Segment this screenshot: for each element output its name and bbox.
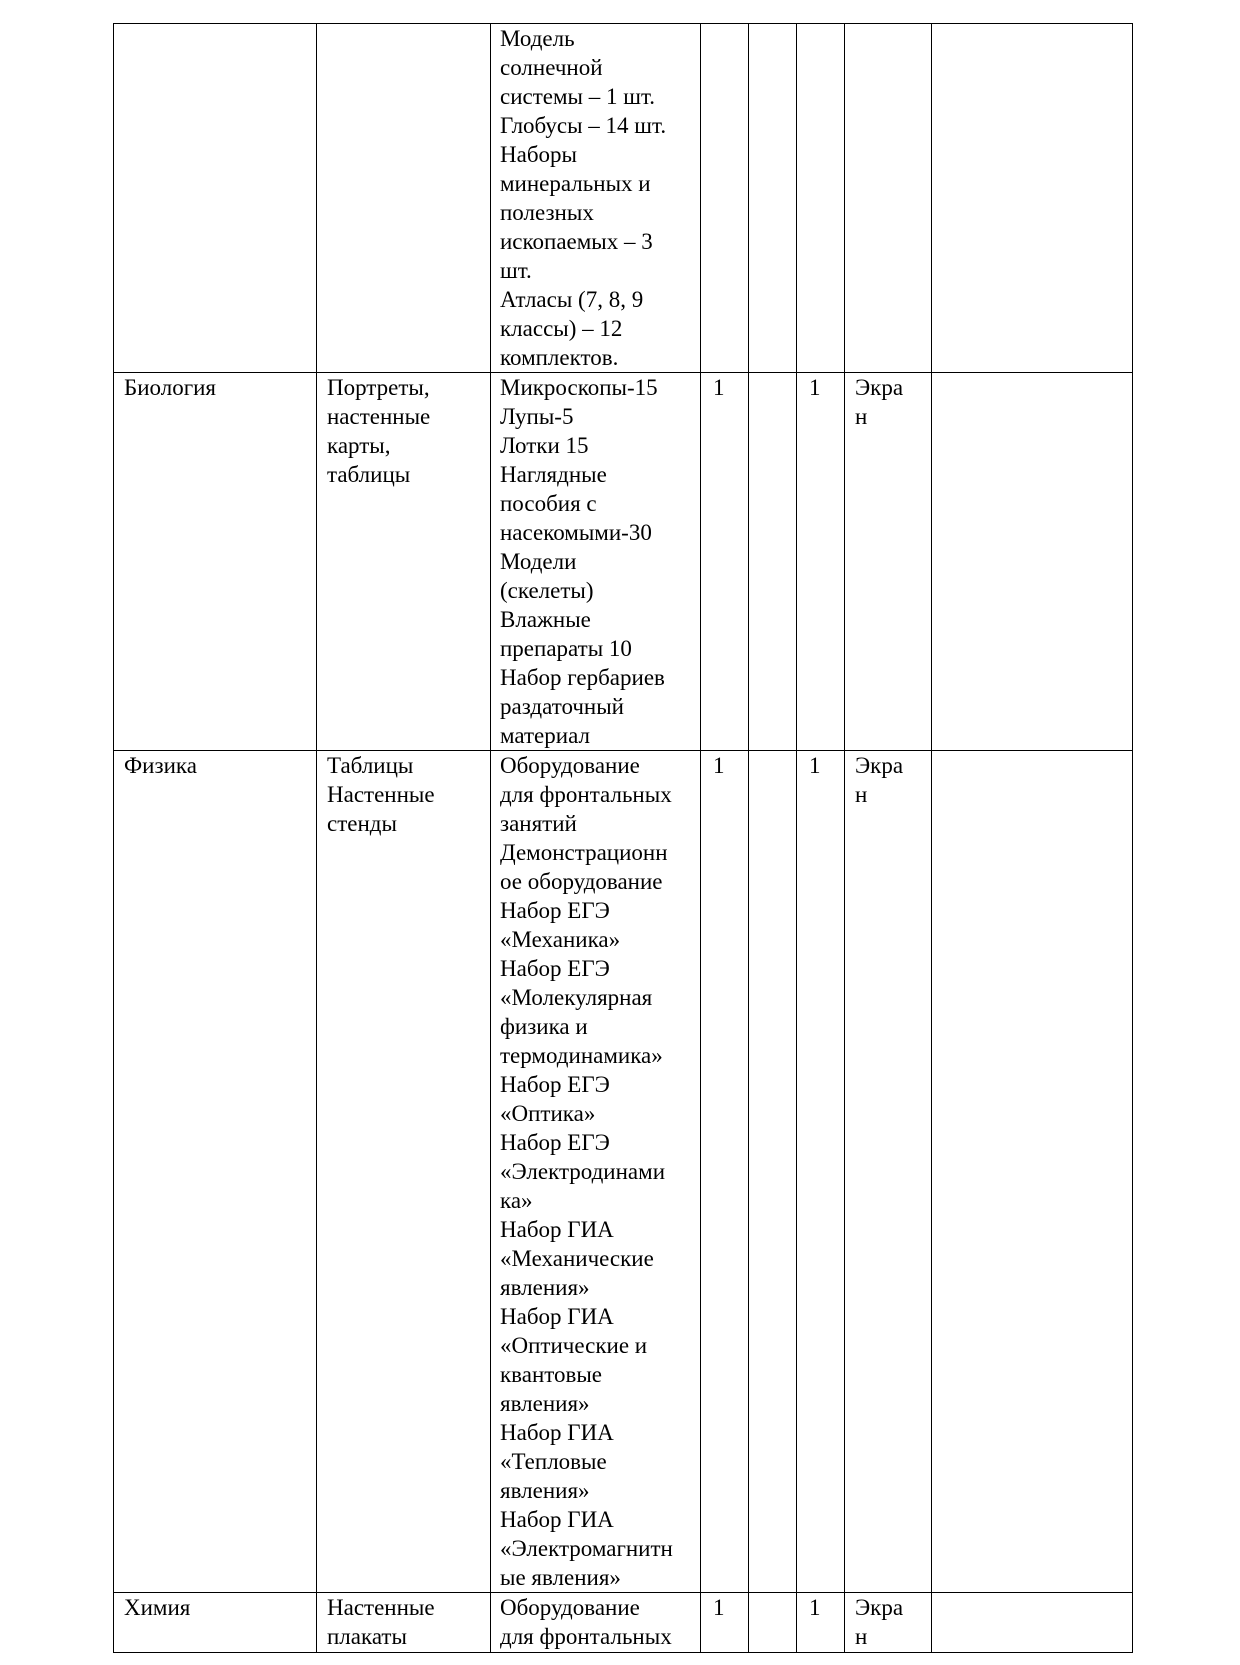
equipment-table xyxy=(113,23,1133,1653)
visual-aids-cell: Настенные плакаты xyxy=(317,1593,491,1653)
count-cell-b xyxy=(749,24,797,373)
count-cell-a xyxy=(701,24,749,373)
table-row xyxy=(114,24,1133,373)
screen-cell xyxy=(845,24,932,373)
equipment-cell: Микроскопы-15 Лупы-5 Лотки 15 Наглядные пособия с насекомыми-30 Модели (скелеты) Влажные препараты 10 Набор гербариев раздаточный материал xyxy=(491,373,701,751)
visual-aids-cell xyxy=(317,24,491,373)
count-cell-c: 1 xyxy=(797,751,845,1593)
count-cell-b xyxy=(749,373,797,751)
count-cell-a: 1 xyxy=(701,373,749,751)
subject-cell: Физика xyxy=(114,751,317,1593)
screen-cell: Экра н xyxy=(845,751,932,1593)
equipment-cell: Оборудование для фронтальных занятий Демонстрационн ое оборудование Набор ЕГЭ «Механика» Набор ЕГЭ «Молекулярная физика и термодинамика» Набор ЕГЭ «Оптика» Набор ЕГЭ «Электродинами ка» Набор ГИА «Механические явления» Набор ГИА «Оптические и квантовые явления» Набор ГИА «Тепловые явления» Набор ГИА «Электромагнитн ые явления» xyxy=(491,751,701,1593)
table-row xyxy=(114,1593,1133,1653)
table-row xyxy=(114,751,1133,1593)
count-cell-b xyxy=(749,1593,797,1653)
subject-cell xyxy=(114,24,317,373)
equipment-cell: Модель солнечной системы – 1 шт. Глобусы – 14 шт. Наборы минеральных и полезных ископаемых – 3 шт. Атласы (7, 8, 9 классы) – 12 комплектов. xyxy=(491,24,701,373)
count-cell-b xyxy=(749,751,797,1593)
notes-cell xyxy=(932,24,1133,373)
equipment-cell: Оборудование для фронтальных xyxy=(491,1593,701,1653)
count-cell-a: 1 xyxy=(701,1593,749,1653)
visual-aids-cell: Таблицы Настенные стенды xyxy=(317,751,491,1593)
count-cell-c: 1 xyxy=(797,1593,845,1653)
screen-cell: Экра н xyxy=(845,373,932,751)
count-cell-c: 1 xyxy=(797,373,845,751)
notes-cell xyxy=(932,373,1133,751)
table-row xyxy=(114,373,1133,751)
notes-cell xyxy=(932,1593,1133,1653)
subject-cell: Биология xyxy=(114,373,317,751)
subject-cell: Химия xyxy=(114,1593,317,1653)
notes-cell xyxy=(932,751,1133,1593)
count-cell-a: 1 xyxy=(701,751,749,1593)
count-cell-c xyxy=(797,24,845,373)
screen-cell: Экра н xyxy=(845,1593,932,1653)
visual-aids-cell: Портреты, настенные карты, таблицы xyxy=(317,373,491,751)
